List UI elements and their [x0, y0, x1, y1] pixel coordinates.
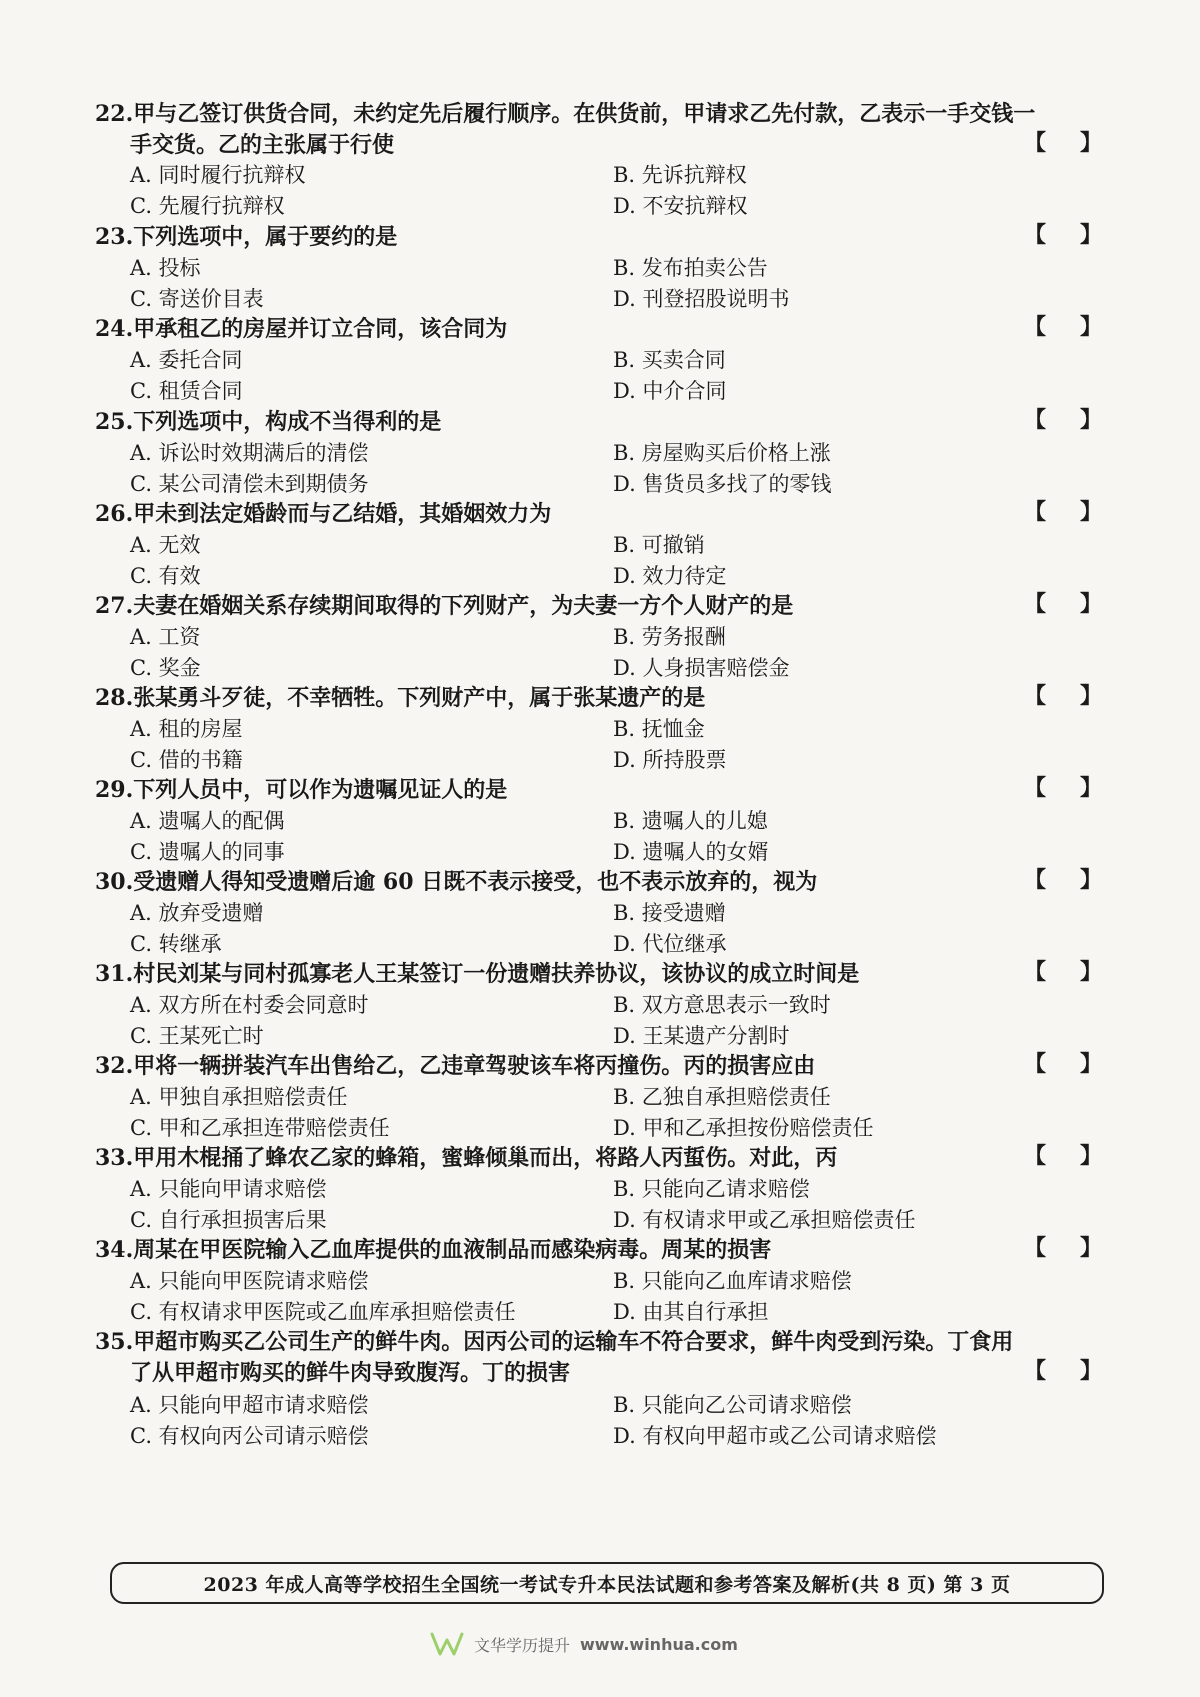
- option-d: D. 中介合同: [613, 379, 727, 403]
- question-stem: 22.甲与乙签订供货合同，未约定先后履行顺序。在供货前，甲请求乙先付款，乙表示一手交钱一: [95, 101, 1036, 127]
- option-c: C. 王某死亡时: [130, 1024, 264, 1048]
- option-b: B. 可撤销: [613, 533, 705, 557]
- option-d: D. 有权请求甲或乙承担赔偿责任: [613, 1208, 916, 1232]
- option-a: A. 遗嘱人的配偶: [130, 809, 285, 833]
- answer-bracket: 【 】: [1024, 1143, 1102, 1169]
- question-stem: 29.下列人员中，可以作为遗嘱见证人的是: [95, 777, 508, 803]
- question-stem: 24.甲承租乙的房屋并订立合同，该合同为: [95, 316, 508, 342]
- answer-bracket: 【 】: [1024, 130, 1102, 156]
- answer-bracket: 【 】: [1024, 222, 1102, 248]
- option-b: B. 发布拍卖公告: [613, 256, 768, 280]
- question-stem: 30.受遗赠人得知受遗赠后逾 60 日既不表示接受，也不表示放弃的，视为: [95, 869, 818, 895]
- option-d: D. 不安抗辩权: [613, 194, 748, 218]
- option-c: C. 转继承: [130, 932, 222, 956]
- option-b: B. 抚恤金: [613, 717, 705, 741]
- option-c: C. 寄送价目表: [130, 287, 264, 311]
- winhua-logo-icon: [430, 1630, 464, 1658]
- question-stem-cont: 手交货。乙的主张属于行使: [130, 132, 395, 158]
- option-a: A. 同时履行抗辩权: [130, 163, 306, 187]
- question-stem-cont: 了从甲超市购买的鲜牛肉导致腹泻。丁的损害: [130, 1360, 571, 1386]
- question-stem: 32.甲将一辆拼装汽车出售给乙，乙违章驾驶该车将丙撞伤。丙的损害应由: [95, 1053, 816, 1079]
- option-d: D. 王某遗产分割时: [613, 1024, 790, 1048]
- answer-bracket: 【 】: [1024, 683, 1102, 709]
- answer-bracket: 【 】: [1024, 499, 1102, 525]
- option-b: B. 只能向乙血库请求赔偿: [613, 1269, 852, 1293]
- option-a: A. 诉讼时效期满后的清偿: [130, 441, 369, 465]
- option-b: B. 先诉抗辩权: [613, 163, 747, 187]
- question-stem: 25.下列选项中，构成不当得利的是: [95, 409, 442, 435]
- answer-bracket: 【 】: [1024, 407, 1102, 433]
- option-c: C. 有效: [130, 564, 201, 588]
- option-d: D. 遗嘱人的女婿: [613, 840, 769, 864]
- option-c: C. 奖金: [130, 656, 201, 680]
- option-b: B. 接受遗赠: [613, 901, 726, 925]
- answer-bracket: 【 】: [1024, 591, 1102, 617]
- option-a: A. 只能向甲请求赔偿: [130, 1177, 327, 1201]
- option-d: D. 刊登招股说明书: [613, 287, 790, 311]
- option-d: D. 所持股票: [613, 748, 727, 772]
- watermark: [430, 1630, 738, 1658]
- answer-bracket: 【 】: [1024, 867, 1102, 893]
- question-stem: 33.甲用木棍捅了蜂农乙家的蜂箱，蜜蜂倾巢而出，将路人丙蜇伤。对此，丙: [95, 1145, 838, 1171]
- option-d: D. 代位继承: [613, 932, 727, 956]
- option-b: B. 遗嘱人的儿媳: [613, 809, 768, 833]
- option-b: B. 双方意思表示一致时: [613, 993, 831, 1017]
- page-footer: [110, 1562, 1104, 1604]
- option-c: C. 遗嘱人的同事: [130, 840, 285, 864]
- option-c: C. 租赁合同: [130, 379, 243, 403]
- option-c: C. 甲和乙承担连带赔偿责任: [130, 1116, 390, 1140]
- question-stem: 31.村民刘某与同村孤寡老人王某签订一份遗赠扶养协议，该协议的成立时间是: [95, 961, 860, 987]
- answer-bracket: 【 】: [1024, 959, 1102, 985]
- option-b: B. 只能向乙公司请求赔偿: [613, 1393, 852, 1417]
- answer-bracket: 【 】: [1024, 1358, 1102, 1384]
- option-d: D. 效力待定: [613, 564, 727, 588]
- option-b: B. 买卖合同: [613, 348, 726, 372]
- option-c: C. 某公司清偿未到期债务: [130, 472, 369, 496]
- option-a: A. 租的房屋: [130, 717, 243, 741]
- option-b: B. 只能向乙请求赔偿: [613, 1177, 810, 1201]
- question-stem: 23.下列选项中，属于要约的是: [95, 224, 398, 250]
- question-stem: 27.夫妻在婚姻关系存续期间取得的下列财产，为夫妻一方个人财产的是: [95, 593, 794, 619]
- watermark-url: www.winhua.com: [580, 1634, 738, 1654]
- option-a: A. 甲独自承担赔偿责任: [130, 1085, 348, 1109]
- answer-bracket: 【 】: [1024, 314, 1102, 340]
- option-d: D. 由其自行承担: [613, 1300, 769, 1324]
- question-stem: 26.甲未到法定婚龄而与乙结婚，其婚姻效力为: [95, 501, 552, 527]
- option-a: A. 无效: [130, 533, 201, 557]
- option-a: A. 双方所在村委会同意时: [130, 993, 369, 1017]
- option-a: A. 只能向甲医院请求赔偿: [130, 1269, 369, 1293]
- option-d: D. 售货员多找了的零钱: [613, 472, 832, 496]
- option-c: C. 有权向丙公司请示赔偿: [130, 1424, 369, 1448]
- answer-bracket: 【 】: [1024, 1235, 1102, 1261]
- option-a: A. 只能向甲超市请求赔偿: [130, 1393, 369, 1417]
- answer-bracket: 【 】: [1024, 1051, 1102, 1077]
- option-a: A. 委托合同: [130, 348, 243, 372]
- option-b: B. 房屋购买后价格上涨: [613, 441, 831, 465]
- option-c: C. 借的书籍: [130, 748, 243, 772]
- option-d: D. 甲和乙承担按份赔偿责任: [613, 1116, 874, 1140]
- option-c: C. 先履行抗辩权: [130, 194, 285, 218]
- question-stem: 35.甲超市购买乙公司生产的鲜牛肉。因丙公司的运输车不符合要求，鲜牛肉受到污染。丁食用: [95, 1329, 1014, 1355]
- option-b: B. 乙独自承担赔偿责任: [613, 1085, 831, 1109]
- question-stem: 34.周某在甲医院输入乙血库提供的血液制品而感染病毒。周某的损害: [95, 1237, 772, 1263]
- question-stem: 28.张某勇斗歹徒，不幸牺牲。下列财产中，属于张某遗产的是: [95, 685, 706, 711]
- footer-text: 2023 年成人高等学校招生全国统一考试专升本民法试题和参考答案及解析(共 8 页) 第 3 页: [203, 1573, 1011, 1596]
- option-a: A. 工资: [130, 625, 201, 649]
- option-b: B. 劳务报酬: [613, 625, 726, 649]
- option-d: D. 人身损害赔偿金: [613, 656, 790, 680]
- option-d: D. 有权向甲超市或乙公司请求赔偿: [613, 1424, 937, 1448]
- option-a: A. 放弃受遗赠: [130, 901, 264, 925]
- answer-bracket: 【 】: [1024, 775, 1102, 801]
- watermark-brand: 文华学历提升: [474, 1635, 571, 1655]
- option-c: C. 有权请求甲医院或乙血库承担赔偿责任: [130, 1300, 516, 1324]
- option-c: C. 自行承担损害后果: [130, 1208, 327, 1232]
- option-a: A. 投标: [130, 256, 201, 280]
